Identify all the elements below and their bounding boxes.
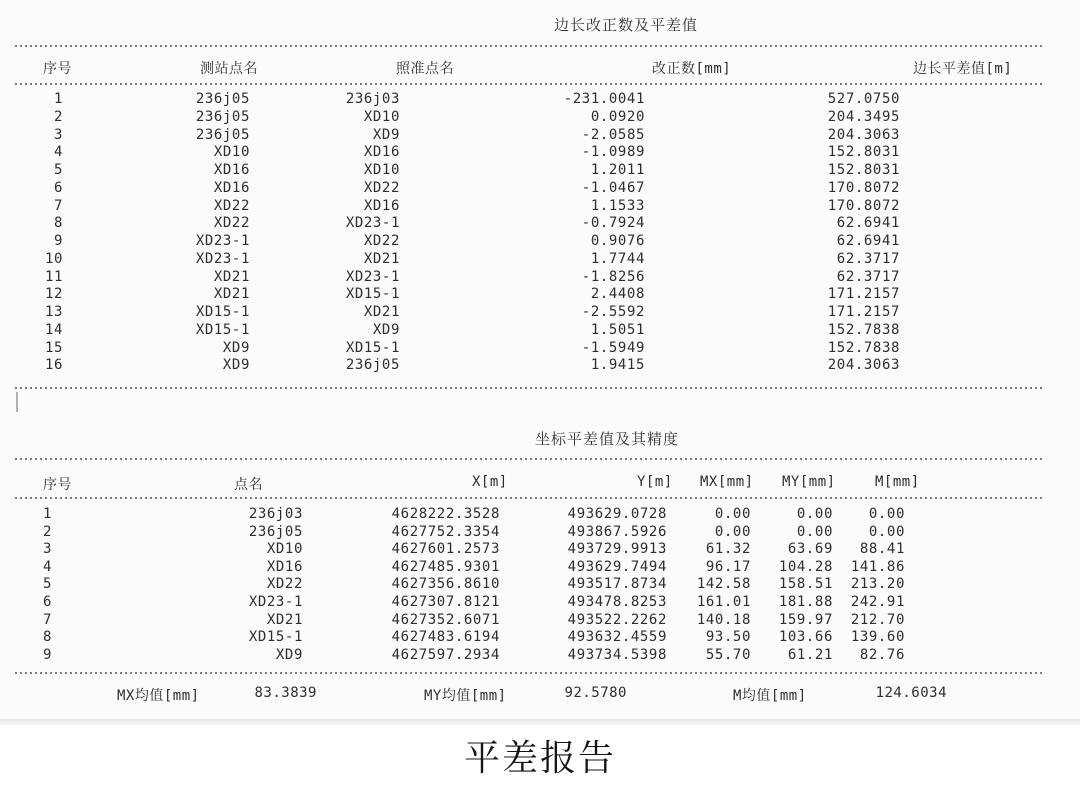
table1-row bbox=[0, 127, 1080, 145]
table2-header-no: 序号 bbox=[43, 477, 72, 493]
cell-length: 152.7838 bbox=[827, 339, 900, 356]
cell-no: 8 bbox=[42, 629, 52, 646]
cell-no: 7 bbox=[42, 611, 52, 628]
cell-x: 4627752.3354 bbox=[391, 523, 500, 540]
table2-header-m: M[mm] bbox=[875, 474, 920, 490]
cell-no: 6 bbox=[53, 179, 63, 196]
cell-x: 4628222.3528 bbox=[391, 506, 500, 522]
table2-row bbox=[0, 541, 1080, 559]
cell-my: 63.69 bbox=[787, 541, 833, 558]
table2-header-y: Y[m] bbox=[637, 474, 673, 490]
cell-length: 171.2157 bbox=[827, 304, 900, 320]
cell-x: 4627356.8610 bbox=[391, 576, 500, 593]
report-bottom-edge bbox=[0, 719, 1080, 725]
cell-my: 158.51 bbox=[778, 576, 833, 593]
divider-line bbox=[15, 497, 1045, 499]
cell-target: XD22 bbox=[363, 233, 400, 249]
cell-point: XD10 bbox=[266, 541, 303, 558]
table2-row bbox=[0, 629, 1080, 647]
cell-correction: -2.5592 bbox=[581, 304, 645, 320]
cell-station: XD22 bbox=[213, 215, 250, 232]
text-cursor-mark bbox=[16, 392, 18, 412]
cell-station: XD21 bbox=[213, 268, 250, 285]
table2-body bbox=[0, 506, 1080, 664]
cell-station: 236j05 bbox=[195, 91, 250, 107]
cell-m: 82.76 bbox=[859, 646, 905, 663]
cell-m: 0.00 bbox=[868, 523, 905, 540]
cell-mx: 161.01 bbox=[696, 593, 751, 610]
cell-no: 4 bbox=[42, 558, 52, 575]
cell-mx: 55.70 bbox=[705, 646, 751, 663]
cell-no: 14 bbox=[44, 321, 63, 338]
cell-target: XD21 bbox=[363, 304, 400, 320]
cell-station: XD10 bbox=[213, 144, 250, 161]
cell-y: 493867.5926 bbox=[567, 523, 667, 540]
cell-station: XD16 bbox=[213, 162, 250, 178]
cell-m: 141.86 bbox=[850, 558, 905, 575]
report-caption: 平差报告 bbox=[463, 737, 616, 778]
table2-row bbox=[0, 506, 1080, 524]
cell-no: 16 bbox=[44, 357, 63, 374]
cell-target: XD16 bbox=[363, 144, 400, 161]
cell-correction: 0.0920 bbox=[590, 108, 645, 125]
table2-row bbox=[0, 576, 1080, 594]
table1-row bbox=[0, 215, 1080, 233]
cell-no: 9 bbox=[42, 646, 52, 663]
cell-no: 7 bbox=[53, 197, 63, 214]
cell-point: XD23-1 bbox=[248, 593, 303, 610]
cell-correction: -231.0041 bbox=[563, 91, 645, 107]
cell-y: 493734.5398 bbox=[567, 646, 667, 663]
cell-no: 8 bbox=[53, 215, 63, 232]
cell-target: XD22 bbox=[363, 179, 400, 196]
cell-target: XD16 bbox=[363, 197, 400, 214]
cell-target: XD9 bbox=[372, 126, 400, 143]
cell-length: 527.0750 bbox=[827, 91, 900, 107]
cell-no: 1 bbox=[42, 506, 52, 522]
cell-correction: 1.5051 bbox=[590, 321, 645, 338]
table1-row bbox=[0, 233, 1080, 251]
cell-length: 170.8072 bbox=[827, 197, 900, 214]
cell-no: 12 bbox=[44, 286, 63, 303]
cell-correction: 1.1533 bbox=[590, 197, 645, 214]
cell-my: 104.28 bbox=[778, 558, 833, 575]
divider-line bbox=[15, 45, 1045, 47]
table2-header-my: MY[mm] bbox=[782, 474, 836, 490]
cell-no: 9 bbox=[53, 233, 63, 249]
cell-no: 15 bbox=[44, 339, 63, 356]
cell-station: XD15-1 bbox=[195, 321, 250, 338]
cell-mx: 0.00 bbox=[714, 523, 751, 540]
table1-row bbox=[0, 91, 1080, 109]
cell-correction: 0.9076 bbox=[590, 233, 645, 249]
cell-no: 10 bbox=[44, 250, 63, 267]
cell-correction: 1.7744 bbox=[590, 250, 645, 267]
table2-header-point: 点名 bbox=[234, 477, 263, 493]
table2-row bbox=[0, 594, 1080, 612]
cell-mx: 96.17 bbox=[705, 558, 751, 575]
cell-no: 2 bbox=[42, 523, 52, 540]
cell-m: 212.70 bbox=[850, 611, 905, 628]
cell-point: XD16 bbox=[266, 558, 303, 575]
cell-my: 61.21 bbox=[787, 646, 833, 663]
cell-y: 493632.4559 bbox=[567, 629, 667, 646]
table1-row bbox=[0, 322, 1080, 340]
table1-header-length: 边长平差值[m] bbox=[913, 61, 1013, 77]
cell-length: 62.6941 bbox=[836, 233, 900, 249]
cell-x: 4627307.8121 bbox=[391, 593, 500, 610]
cell-station: XD15-1 bbox=[195, 304, 250, 320]
cell-station: XD16 bbox=[213, 179, 250, 196]
cell-length: 62.3717 bbox=[836, 268, 900, 285]
cell-no: 13 bbox=[44, 304, 63, 320]
cell-y: 493729.9913 bbox=[567, 541, 667, 558]
cell-my: 103.66 bbox=[778, 629, 833, 646]
cell-mx: 142.58 bbox=[696, 576, 751, 593]
cell-correction: -0.7924 bbox=[581, 215, 645, 232]
cell-target: XD15-1 bbox=[345, 286, 400, 303]
table1-row bbox=[0, 180, 1080, 198]
cell-mx: 61.32 bbox=[705, 541, 751, 558]
cell-my: 159.97 bbox=[778, 611, 833, 628]
cell-y: 493517.8734 bbox=[567, 576, 667, 593]
cell-mx: 0.00 bbox=[714, 506, 751, 522]
cell-no: 2 bbox=[53, 108, 63, 125]
table2-title: 坐标平差值及其精度 bbox=[534, 430, 680, 448]
cell-correction: 2.4408 bbox=[590, 286, 645, 303]
mx-mean-label: MX均值[mm] bbox=[117, 688, 200, 704]
mx-mean-value: 83.3839 bbox=[254, 685, 317, 701]
cell-length: 62.6941 bbox=[836, 215, 900, 232]
cell-correction: -2.0585 bbox=[581, 126, 645, 143]
cell-station: 236j05 bbox=[195, 126, 250, 143]
table2-header-x: X[m] bbox=[472, 474, 508, 490]
table1-row bbox=[0, 162, 1080, 180]
table1-row bbox=[0, 286, 1080, 304]
cell-length: 204.3495 bbox=[827, 108, 900, 125]
table2-row bbox=[0, 647, 1080, 665]
cell-target: XD10 bbox=[363, 162, 400, 178]
cell-target: XD21 bbox=[363, 250, 400, 267]
table1-header-no: 序号 bbox=[43, 61, 72, 77]
table2-row bbox=[0, 524, 1080, 542]
cell-y: 493478.8253 bbox=[567, 593, 667, 610]
cell-station: XD21 bbox=[213, 286, 250, 303]
table1-row bbox=[0, 357, 1080, 375]
cell-point: XD9 bbox=[275, 646, 303, 663]
cell-station: XD9 bbox=[222, 357, 250, 374]
cell-station: XD23-1 bbox=[195, 233, 250, 249]
cell-m: 0.00 bbox=[868, 506, 905, 522]
cell-m: 139.60 bbox=[850, 629, 905, 646]
cell-station: XD9 bbox=[222, 339, 250, 356]
m-mean-label: M均值[mm] bbox=[733, 688, 807, 704]
cell-length: 170.8072 bbox=[827, 179, 900, 196]
table1-row bbox=[0, 340, 1080, 358]
cell-correction: 1.2011 bbox=[590, 162, 645, 178]
cell-target: XD15-1 bbox=[345, 339, 400, 356]
cell-correction: -1.0989 bbox=[581, 144, 645, 161]
cell-correction: -1.0467 bbox=[581, 179, 645, 196]
my-mean-value: 92.5780 bbox=[564, 685, 627, 701]
cell-point: 236j03 bbox=[248, 506, 303, 522]
table1-header-correction: 改正数[mm] bbox=[652, 61, 732, 77]
cell-y: 493629.0728 bbox=[567, 506, 667, 522]
cell-target: XD23-1 bbox=[345, 268, 400, 285]
cell-x: 4627485.9301 bbox=[391, 558, 500, 575]
cell-no: 11 bbox=[44, 268, 63, 285]
cell-my: 0.00 bbox=[796, 523, 833, 540]
cell-x: 4627483.6194 bbox=[391, 629, 500, 646]
cell-station: XD23-1 bbox=[195, 250, 250, 267]
cell-target: 236j03 bbox=[345, 91, 400, 107]
divider-line bbox=[15, 672, 1045, 674]
table1-row bbox=[0, 198, 1080, 216]
cell-m: 242.91 bbox=[850, 593, 905, 610]
table1-row bbox=[0, 269, 1080, 287]
m-mean-value: 124.6034 bbox=[875, 685, 947, 701]
table1-row bbox=[0, 109, 1080, 127]
table1-title: 边长改正数及平差值 bbox=[553, 16, 699, 34]
cell-correction: -1.5949 bbox=[581, 339, 645, 356]
cell-correction: -1.8256 bbox=[581, 268, 645, 285]
cell-length: 152.8031 bbox=[827, 144, 900, 161]
cell-x: 4627601.2573 bbox=[391, 541, 500, 558]
cell-length: 204.3063 bbox=[827, 126, 900, 143]
cell-y: 493522.2262 bbox=[567, 611, 667, 628]
cell-no: 4 bbox=[53, 144, 63, 161]
cell-point: 236j05 bbox=[248, 523, 303, 540]
my-mean-label: MY均值[mm] bbox=[424, 688, 507, 704]
cell-point: XD15-1 bbox=[248, 629, 303, 646]
cell-length: 204.3063 bbox=[827, 357, 900, 374]
cell-no: 5 bbox=[53, 162, 63, 178]
cell-no: 6 bbox=[42, 593, 52, 610]
cell-m: 213.20 bbox=[850, 576, 905, 593]
cell-y: 493629.7494 bbox=[567, 558, 667, 575]
table1-row bbox=[0, 251, 1080, 269]
table1-header-target: 照准点名 bbox=[396, 61, 454, 77]
cell-target: 236j05 bbox=[345, 357, 400, 374]
cell-target: XD23-1 bbox=[345, 215, 400, 232]
cell-station: XD22 bbox=[213, 197, 250, 214]
cell-x: 4627352.6071 bbox=[391, 611, 500, 628]
cell-no: 1 bbox=[53, 91, 63, 107]
cell-target: XD10 bbox=[363, 108, 400, 125]
cell-point: XD21 bbox=[266, 611, 303, 628]
table1-row bbox=[0, 144, 1080, 162]
cell-correction: 1.9415 bbox=[590, 357, 645, 374]
cell-point: XD22 bbox=[266, 576, 303, 593]
table2-row bbox=[0, 559, 1080, 577]
divider-line bbox=[15, 387, 1045, 389]
cell-station: 236j05 bbox=[195, 108, 250, 125]
cell-mx: 93.50 bbox=[705, 629, 751, 646]
cell-length: 152.8031 bbox=[827, 162, 900, 178]
cell-m: 88.41 bbox=[859, 541, 905, 558]
cell-target: XD9 bbox=[372, 321, 400, 338]
table2-header-mx: MX[mm] bbox=[700, 474, 754, 490]
divider-line bbox=[15, 458, 1045, 460]
cell-length: 62.3717 bbox=[836, 250, 900, 267]
table1-body bbox=[0, 91, 1080, 375]
cell-no: 3 bbox=[53, 126, 63, 143]
table1-header-station: 测站点名 bbox=[200, 61, 258, 77]
cell-mx: 140.18 bbox=[696, 611, 751, 628]
table2-row bbox=[0, 612, 1080, 630]
cell-no: 3 bbox=[42, 541, 52, 558]
cell-length: 171.2157 bbox=[827, 286, 900, 303]
table1-row bbox=[0, 304, 1080, 322]
cell-x: 4627597.2934 bbox=[391, 646, 500, 663]
cell-my: 0.00 bbox=[796, 506, 833, 522]
cell-length: 152.7838 bbox=[827, 321, 900, 338]
divider-line bbox=[15, 83, 1045, 85]
cell-no: 5 bbox=[42, 576, 52, 593]
cell-my: 181.88 bbox=[778, 593, 833, 610]
